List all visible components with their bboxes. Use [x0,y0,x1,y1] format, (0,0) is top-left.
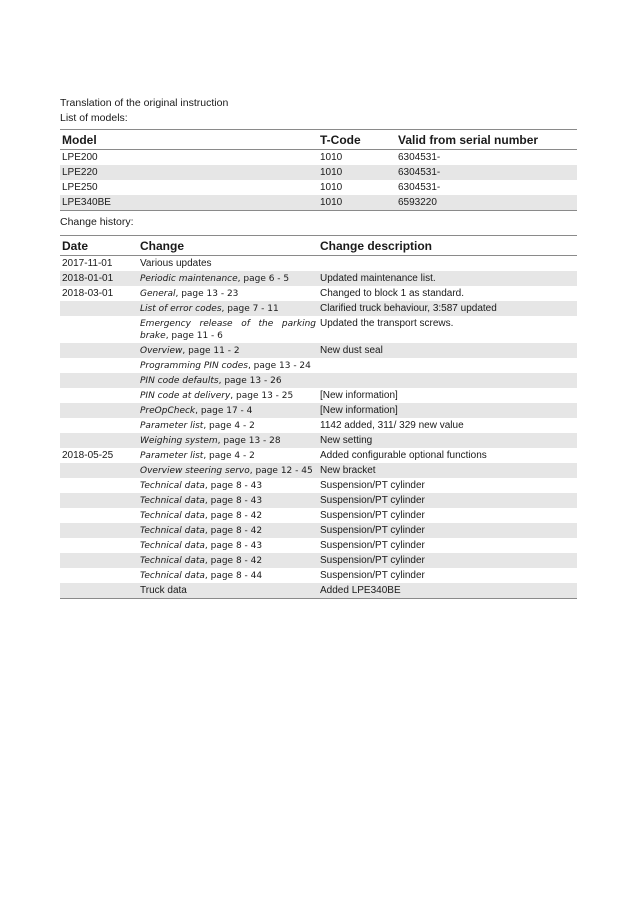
document-page [60,96,577,599]
table-row [60,568,577,583]
list-of-models-label: List of models: [60,112,128,124]
description-cell: New dust seal [318,343,577,358]
description-cell: New bracket [318,463,577,478]
description-cell: Suspension/PT cylinder [318,493,577,508]
change-cell [138,523,318,538]
change-reference-page: , page 8 - 43 [204,480,263,491]
change-cell [138,271,318,286]
change-text: Truck data [140,584,187,596]
description-cell: Updated maintenance list. [318,271,577,286]
table-row [60,180,577,195]
change-cell [138,553,318,568]
change-reference-page: , page 8 - 42 [204,525,263,536]
change-reference-page: , page 17 - 4 [195,405,253,416]
change-reference-title: Overview [140,345,183,356]
change-reference-page: , page 8 - 43 [204,540,263,551]
change-cell [138,301,318,316]
model-cell: LPE200 [62,151,98,163]
date-cell [60,316,138,343]
tcode-cell: 1010 [318,165,396,180]
description-cell: Suspension/PT cylinder [320,479,425,491]
description-cell: Added configurable optional functions [320,449,487,461]
tcode-cell: 1010 [320,181,343,193]
table-row [60,343,577,358]
date-cell [60,463,138,478]
change-reference-page: , page 4 - 2 [203,420,255,431]
change-reference-page: , page 11 - 6 [165,330,223,341]
change-reference-page: , page 13 - 24 [247,360,311,371]
model-cell: LPE250 [62,181,98,193]
tcode-cell: 1010 [318,195,396,211]
table-row [60,538,577,553]
date-cell [60,508,138,523]
table-row [60,358,577,373]
change-cell [138,403,318,418]
change-reference-title: Periodic maintenance [140,273,238,284]
change-cell [138,538,318,553]
change-text: Various updates [140,257,212,269]
description-cell: Clarified truck behaviour, 3:587 updated [318,301,577,316]
table-row [60,195,577,211]
change-cell [138,433,318,448]
column-header-change: Change [138,236,318,256]
table-row [60,388,577,403]
change-reference-title: Technical data [140,555,205,566]
change-reference-page: , page 8 - 44 [204,570,263,581]
table-row [60,418,577,433]
model-cell: LPE220 [60,165,318,180]
table-row [60,478,577,493]
history-table-header [60,236,577,256]
description-cell: Updated the transport screws. [320,317,454,329]
change-cell [138,373,318,388]
change-history-table [60,235,577,599]
change-reference-title: Emergency release of the parking brake [140,318,316,341]
date-cell [60,343,138,358]
table-row [60,165,577,180]
date-cell: 2018-03-01 [62,287,114,299]
translation-note: Translation of the original instruction [60,97,229,109]
change-reference-title: Technical data [140,570,205,581]
date-cell [60,373,138,388]
description-cell: Suspension/PT cylinder [318,553,577,568]
serial-cell: 6593220 [396,195,577,211]
table-row [60,256,577,272]
change-cell [138,256,318,272]
date-cell [60,301,138,316]
change-reference-title: Technical data [140,510,205,521]
table-row [60,553,577,568]
table-row [60,271,577,286]
description-cell: New setting [318,433,577,448]
table-row [60,583,577,599]
date-cell [60,358,138,373]
description-cell: Suspension/PT cylinder [318,523,577,538]
date-cell [60,553,138,568]
date-cell [60,523,138,538]
description-cell: 1142 added, 311/ 329 new value [320,419,464,431]
change-reference-page: , page 13 - 28 [217,435,281,446]
table-row [60,403,577,418]
change-reference-page: , page 13 - 25 [230,390,294,401]
change-reference-title: Parameter list [140,420,204,431]
change-cell [138,316,318,343]
date-cell [60,493,138,508]
change-cell [138,508,318,523]
change-reference-title: List of error codes [140,303,222,314]
column-header-serial: Valid from serial number [396,130,577,150]
description-cell [318,256,577,272]
description-cell: Changed to block 1 as standard. [320,287,464,299]
description-cell: Suspension/PT cylinder [320,569,425,581]
change-cell [138,343,318,358]
change-cell [138,568,318,583]
change-reference-title: Technical data [140,525,205,536]
date-cell: 2018-05-25 [62,449,114,461]
description-cell: [New information] [320,389,398,401]
change-reference-page: , page 8 - 42 [204,510,263,521]
change-reference-page: , page 12 - 45 [249,465,313,476]
change-reference-title: Technical data [140,495,205,506]
model-cell: LPE340BE [60,195,318,211]
date-cell: 2017-11-01 [62,257,113,269]
change-reference-title: PreOpCheck [140,405,196,416]
date-cell: 2018-01-01 [60,271,138,286]
description-cell [318,358,577,373]
table-row [60,373,577,388]
change-cell [138,583,318,599]
change-cell [138,388,318,403]
change-cell [138,463,318,478]
table-row [60,493,577,508]
description-cell [318,373,577,388]
table-row [60,508,577,523]
description-cell: Added LPE340BE [318,583,577,599]
change-reference-title: PIN code at delivery [140,390,231,401]
change-reference-page: , page 6 - 5 [237,273,290,284]
change-cell [138,286,318,301]
change-reference-title: General [140,288,176,299]
change-reference-page: , page 7 - 11 [221,303,279,314]
change-reference-page: , page 13 - 26 [218,375,282,386]
serial-cell: 6304531- [396,165,577,180]
change-reference-title: Technical data [140,540,205,551]
description-cell: Suspension/PT cylinder [320,509,425,521]
description-cell: Suspension/PT cylinder [320,539,425,551]
date-cell [60,418,138,433]
column-header-tcode: T-Code [318,130,396,150]
table-row [60,301,577,316]
change-cell [138,478,318,493]
serial-cell: 6304531- [398,181,441,193]
change-reference-title: Parameter list [140,450,204,461]
models-table-header [60,130,577,150]
table-row [60,286,577,301]
table-row [60,448,577,463]
date-cell [60,433,138,448]
change-reference-title: Overview steering servo [140,465,250,476]
column-header-model: Model [60,130,318,150]
change-reference-page: , page 4 - 2 [203,450,255,461]
table-row [60,463,577,478]
column-header-description: Change description [318,236,577,256]
date-cell [60,478,138,493]
change-reference-title: PIN code defaults [140,375,219,386]
change-reference-page: , page 13 - 23 [175,288,239,299]
change-reference-page: , page 11 - 2 [182,345,240,356]
change-reference-title: Weighing system [140,435,218,446]
date-cell [60,583,138,599]
change-cell [138,448,318,463]
table-row [60,523,577,538]
table-row [60,433,577,448]
change-history-label: Change history: [60,216,134,228]
table-row [60,316,577,343]
date-cell [60,388,138,403]
column-header-date: Date [60,236,138,256]
change-cell [138,493,318,508]
date-cell [60,538,138,553]
change-cell [138,358,318,373]
description-cell: [New information] [318,403,577,418]
change-reference-title: Programming PIN codes [140,360,248,371]
table-row [60,150,577,166]
date-cell [60,403,138,418]
models-table [60,129,577,211]
date-cell [60,568,138,583]
change-cell [138,418,318,433]
change-reference-page: , page 8 - 43 [204,495,263,506]
tcode-cell: 1010 [320,151,343,163]
change-reference-title: Technical data [140,480,205,491]
serial-cell: 6304531- [398,151,441,163]
change-reference-page: , page 8 - 42 [204,555,263,566]
